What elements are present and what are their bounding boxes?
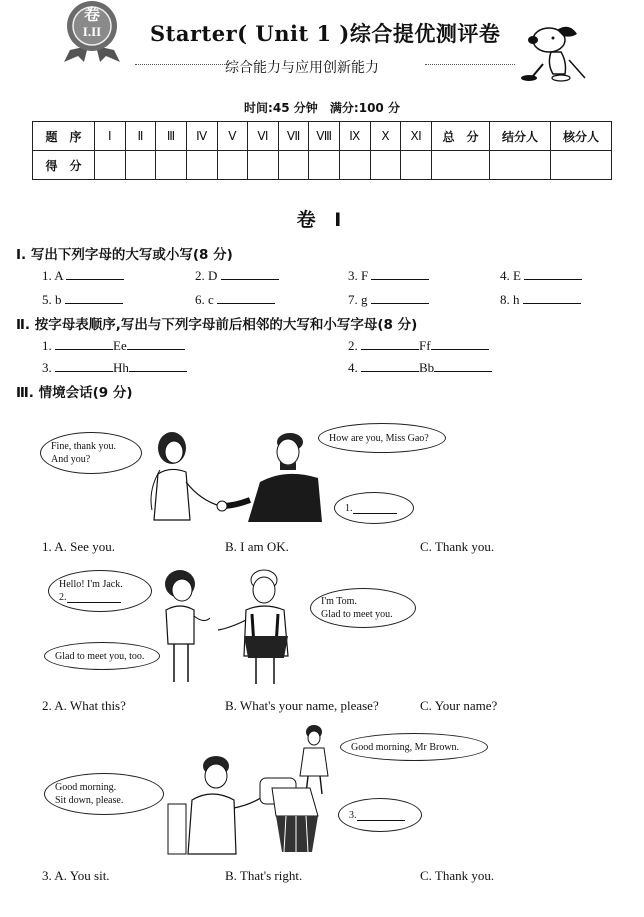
option-a[interactable]: 2. A. What this? <box>42 698 126 713</box>
subtitle-divider-left <box>135 64 225 65</box>
option-a[interactable]: 3. A. You sit. <box>42 868 110 883</box>
speech-bubble: Fine, thank you. And you? <box>40 432 142 474</box>
answer-blank[interactable] <box>129 359 187 372</box>
letter-item: 1. A <box>42 267 124 284</box>
table-cell: Ⅵ <box>248 122 279 151</box>
speech-bubble: Good morning. Sit down, please. <box>44 773 164 815</box>
letter-item: 5. b <box>42 291 123 308</box>
adjacent-letter-item: 3. Hh <box>42 359 187 376</box>
answer-blank[interactable] <box>67 592 121 603</box>
score-input-cell[interactable] <box>278 151 309 180</box>
score-input-cell[interactable] <box>95 151 126 180</box>
option-c[interactable]: C. Thank you. <box>420 539 495 554</box>
answer-bubble: 1. <box>334 492 414 524</box>
speech-bubble: Good morning, Mr Brown. <box>340 733 488 761</box>
page-subtitle: 综合能力与应用创新能力 <box>225 60 379 76</box>
exam-full-score: 满分:100 分 <box>329 101 400 115</box>
table-cell: 核分人 <box>551 122 612 151</box>
badge-top-text: 卷 <box>83 5 100 24</box>
answer-blank[interactable] <box>66 267 124 280</box>
score-input-cell[interactable] <box>309 151 340 180</box>
score-table-score-row <box>33 151 612 180</box>
subtitle-divider-right <box>425 64 515 65</box>
answer-bubble: 3. <box>338 798 422 832</box>
letter-item: 7. g <box>348 291 429 308</box>
letter-item: 3. F <box>348 267 429 284</box>
volume-title: 卷 Ⅰ <box>296 209 348 231</box>
score-input-cell[interactable] <box>490 151 551 180</box>
score-input-cell[interactable] <box>432 151 490 180</box>
table-cell: 结分人 <box>490 122 551 151</box>
table-cell: Ⅺ <box>401 122 432 151</box>
table-cell: Ⅳ <box>186 122 217 151</box>
table-cell: 题 序 <box>33 122 95 151</box>
score-input-cell[interactable] <box>248 151 279 180</box>
adjacent-letter-item: 1. Ee <box>42 337 185 354</box>
score-input-cell[interactable] <box>401 151 432 180</box>
option-c[interactable]: C. Your name? <box>420 698 498 713</box>
score-input-cell[interactable] <box>551 151 612 180</box>
table-cell: Ⅰ <box>95 122 126 151</box>
option-b[interactable]: B. What's your name, please? <box>225 698 379 713</box>
option-b[interactable]: B. That's right. <box>225 868 303 883</box>
handshake-illustration <box>130 430 330 525</box>
snoopy-illustration <box>513 20 595 82</box>
option-c[interactable]: C. Thank you. <box>420 868 495 883</box>
letter-item: 8. h <box>500 291 581 308</box>
score-input-cell[interactable] <box>186 151 217 180</box>
classroom-illustration <box>162 724 342 856</box>
exam-time: 时间:45 分钟 <box>244 101 318 115</box>
exam-meta <box>0 99 644 116</box>
answer-blank[interactable] <box>434 359 492 372</box>
page-title: Starter( Unit 1 )综合提优测评卷 <box>150 21 501 46</box>
answer-blank[interactable] <box>431 337 489 350</box>
score-input-cell[interactable] <box>370 151 401 180</box>
table-cell: Ⅱ <box>125 122 156 151</box>
exam-badge <box>60 0 124 62</box>
answer-blank[interactable] <box>221 267 279 280</box>
score-input-cell[interactable] <box>125 151 156 180</box>
answer-blank[interactable] <box>361 337 419 350</box>
adjacent-letter-item: 4. Bb <box>348 359 492 376</box>
speech-bubble: Glad to meet you, too. <box>44 642 160 670</box>
section2-title: Ⅱ. 按字母表顺序,写出与下列字母前后相邻的大写和小写字母(8 分) <box>16 317 418 333</box>
answer-blank[interactable] <box>361 359 419 372</box>
table-cell: Ⅹ <box>370 122 401 151</box>
score-table <box>32 121 612 180</box>
table-cell: Ⅸ <box>340 122 371 151</box>
answer-blank[interactable] <box>371 291 429 304</box>
adjacent-letter-item: 2. Ff <box>348 337 489 354</box>
answer-blank[interactable] <box>371 267 429 280</box>
answer-blank[interactable] <box>127 337 185 350</box>
answer-blank[interactable] <box>357 810 405 821</box>
letter-item: 2. D <box>195 267 279 284</box>
table-cell: Ⅶ <box>278 122 309 151</box>
speech-bubble: I'm Tom. Glad to meet you. <box>310 588 416 628</box>
letter-item: 6. c <box>195 291 275 308</box>
answer-blank[interactable] <box>353 503 397 514</box>
speech-bubble: How are you, Miss Gao? <box>318 423 446 453</box>
badge-bottom-text: I.II <box>82 24 102 39</box>
section3-title: Ⅲ. 情境会话(9 分) <box>16 385 133 401</box>
answer-blank[interactable] <box>65 291 123 304</box>
answer-blank[interactable] <box>523 291 581 304</box>
table-cell: 得 分 <box>33 151 95 180</box>
boys-illustration <box>160 566 305 686</box>
table-cell: 总 分 <box>432 122 490 151</box>
table-cell: Ⅲ <box>156 122 187 151</box>
answer-blank[interactable] <box>55 337 113 350</box>
answer-blank[interactable] <box>524 267 582 280</box>
score-input-cell[interactable] <box>217 151 248 180</box>
answer-blank[interactable] <box>55 359 113 372</box>
letter-item: 4. E <box>500 267 582 284</box>
option-b[interactable]: B. I am OK. <box>225 539 289 554</box>
score-input-cell[interactable] <box>340 151 371 180</box>
section1-title: Ⅰ. 写出下列字母的大写或小写(8 分) <box>16 247 233 263</box>
option-a[interactable]: 1. A. See you. <box>42 539 115 554</box>
score-input-cell[interactable] <box>156 151 187 180</box>
table-cell: Ⅷ <box>309 122 340 151</box>
speech-bubble: Hello! I'm Jack. 2. <box>48 570 152 612</box>
score-table-header-row <box>33 122 612 151</box>
answer-blank[interactable] <box>217 291 275 304</box>
table-cell: Ⅴ <box>217 122 248 151</box>
